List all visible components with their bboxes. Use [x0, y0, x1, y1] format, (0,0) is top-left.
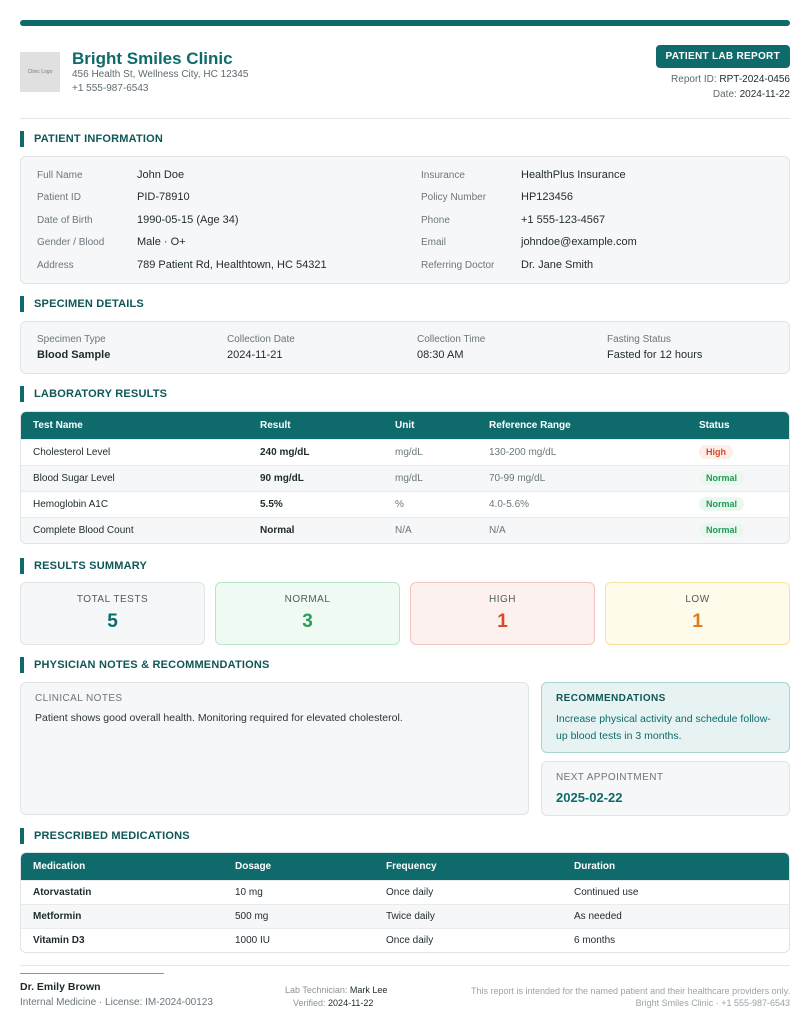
patient-field-row: [421, 169, 781, 183]
summary-normal-label: NORMAL: [284, 594, 331, 605]
patient-field-row: [37, 214, 397, 228]
clinical-notes-card: [20, 682, 529, 815]
patient-info-right: [421, 157, 781, 285]
patient-field-label: Patient ID: [37, 192, 81, 203]
patient-field-label: Full Name: [37, 170, 83, 181]
verified-date: [293, 998, 373, 1008]
status-badge: High: [699, 445, 733, 459]
section-title-patient: PATIENT INFORMATION: [20, 131, 163, 147]
report-header: [20, 44, 790, 104]
recommendations-card: [541, 682, 790, 753]
summary-low-card: [605, 582, 790, 645]
medication-dosage: 10 mg: [223, 880, 374, 904]
lab-reference-range: N/A: [477, 517, 687, 543]
patient-field-value: Male · O+: [137, 236, 186, 248]
specimen-type-value: Blood Sample: [37, 349, 111, 361]
collection-time-value: 08:30 AM: [417, 349, 464, 361]
patient-field-row: [37, 236, 397, 250]
med-col-duration: Duration: [562, 853, 789, 880]
signing-doctor: Dr. Emily Brown: [20, 981, 101, 993]
patient-field-label: Referring Doctor: [421, 260, 495, 271]
medication-dosage: 500 mg: [223, 904, 374, 928]
lab-unit: %: [383, 491, 477, 517]
patient-field-row: [37, 169, 397, 183]
section-title-specimen: SPECIMEN DETAILS: [20, 296, 144, 312]
clinic-phone: +1 555-987-6543: [72, 83, 149, 94]
table-row: [21, 928, 789, 952]
lab-col-status: Status: [687, 412, 789, 439]
medication-frequency: Once daily: [374, 880, 562, 904]
medication-duration: 6 months: [562, 928, 789, 952]
lab-col-range: Reference Range: [477, 412, 687, 439]
patient-field-label: Insurance: [421, 170, 465, 181]
lab-header-row: [21, 412, 789, 439]
patient-field-row: [421, 214, 781, 228]
summary-normal-card: [215, 582, 400, 645]
top-accent-bar: [20, 20, 790, 26]
medications-body: [21, 880, 789, 952]
specimen-type-label: Specimen Type: [37, 334, 106, 345]
lab-unit: mg/dL: [383, 439, 477, 465]
medication-dosage: 1000 IU: [223, 928, 374, 952]
lab-technician: [285, 985, 387, 995]
recommendations-text: Increase physical activity and schedule follow-up blood tests in 3 months.: [556, 713, 771, 742]
patient-info-card: [20, 156, 790, 284]
medications-table: [20, 852, 790, 953]
lab-technician-name: Mark Lee: [349, 985, 388, 995]
patient-field-label: Gender / Blood: [37, 237, 105, 248]
status-badge: Normal: [699, 497, 744, 511]
patient-field-value: PID-78910: [137, 191, 190, 203]
medication-name: Metformin: [21, 904, 223, 928]
specimen-card: [20, 321, 790, 374]
next-appointment-card: [541, 761, 790, 816]
lab-results-body: [21, 439, 789, 543]
patient-field-label: Policy Number: [421, 192, 487, 203]
patient-field-label: Phone: [421, 215, 450, 226]
status-badge: Normal: [699, 523, 744, 537]
patient-field-value: HP123456: [521, 191, 573, 203]
summary-low-label: LOW: [685, 594, 710, 605]
summary-total-value: 5: [107, 611, 118, 632]
lab-test-name: Cholesterol Level: [21, 439, 248, 465]
patient-field-label: Date of Birth: [37, 215, 93, 226]
table-row: [21, 880, 789, 904]
lab-test-name: Blood Sugar Level: [21, 465, 248, 491]
medication-name: Vitamin D3: [21, 928, 223, 952]
lab-status-cell: [687, 465, 789, 491]
verified-value: 2024-11-22: [328, 998, 374, 1008]
patient-field-value: johndoe@example.com: [521, 236, 637, 248]
next-appointment-label: NEXT APPOINTMENT: [556, 772, 664, 783]
clinical-notes-label: CLINICAL NOTES: [35, 693, 123, 704]
table-row: [21, 517, 789, 543]
report-date: [713, 89, 790, 100]
report-id: [671, 74, 790, 85]
report-date-label: Date:: [712, 89, 737, 100]
summary-high-value: 1: [497, 611, 508, 632]
footer-divider: [20, 965, 790, 966]
lab-result: 5.5%: [248, 491, 383, 517]
patient-field-value: 789 Patient Rd, Healthtown, HC 54321: [137, 259, 327, 271]
collection-time-label: Collection Time: [417, 334, 486, 345]
report-date-value: 2024-11-22: [739, 89, 790, 100]
lab-result: 240 mg/dL: [248, 439, 383, 465]
clinic-name: Bright Smiles Clinic: [72, 49, 233, 68]
medication-duration: Continued use: [562, 880, 789, 904]
patient-field-label: Address: [37, 260, 74, 271]
medication-name: Atorvastatin: [21, 880, 223, 904]
summary-total-card: [20, 582, 205, 645]
table-row: [21, 904, 789, 928]
table-row: [21, 491, 789, 517]
recommendations-label: RECOMMENDATIONS: [556, 693, 666, 704]
patient-field-row: [421, 236, 781, 250]
patient-field-value: Dr. Jane Smith: [521, 259, 594, 271]
table-row: [21, 465, 789, 491]
patient-field-row: [421, 191, 781, 205]
fasting-status-label: Fasting Status: [607, 334, 671, 345]
fasting-status-value: Fasted for 12 hours: [607, 349, 703, 361]
clinic-logo: Clinic Logo: [20, 52, 60, 92]
patient-field-value: John Doe: [137, 169, 185, 181]
report-id-label: Report ID:: [671, 74, 717, 85]
section-title-notes: PHYSICIAN NOTES & RECOMMENDATIONS: [20, 657, 270, 673]
collection-date-label: Collection Date: [227, 334, 295, 345]
lab-col-unit: Unit: [383, 412, 477, 439]
report-badge: PATIENT LAB REPORT: [656, 45, 790, 68]
med-header-row: [21, 853, 789, 880]
table-row: [21, 439, 789, 465]
med-col-frequency: Frequency: [374, 853, 562, 880]
collection-date-value: 2024-11-21: [227, 349, 283, 361]
patient-field-row: [421, 259, 781, 273]
lab-results-table: [20, 411, 790, 544]
summary-high-label: HIGH: [489, 594, 516, 605]
lab-col-result: Result: [248, 412, 383, 439]
patient-field-row: [37, 191, 397, 205]
summary-high-card: [410, 582, 595, 645]
lab-status-cell: [687, 491, 789, 517]
section-title-meds: PRESCRIBED MEDICATIONS: [20, 828, 190, 844]
clinical-notes-text: Patient shows good overall health. Monitoring required for elevated cholesterol.: [35, 712, 403, 724]
lab-test-name: Complete Blood Count: [21, 517, 248, 543]
status-badge: Normal: [699, 471, 744, 485]
next-appointment-date: 2025-02-22: [556, 790, 623, 805]
footer-contact: Bright Smiles Clinic · +1 555-987-6543: [635, 998, 790, 1008]
patient-field-label: Email: [421, 237, 447, 248]
verified-label: Verified:: [293, 998, 326, 1008]
lab-result: Normal: [248, 517, 383, 543]
lab-status-cell: [687, 439, 789, 465]
summary-low-value: 1: [692, 611, 703, 632]
med-col-name: Medication: [21, 853, 223, 880]
patient-field-row: [37, 259, 397, 273]
lab-reference-range: 130-200 mg/dL: [477, 439, 687, 465]
report-id-value: RPT-2024-0456: [719, 74, 790, 85]
lab-reference-range: 70-99 mg/dL: [477, 465, 687, 491]
lab-reference-range: 4.0-5.6%: [477, 491, 687, 517]
medication-duration: As needed: [562, 904, 789, 928]
lab-technician-label: Lab Technician:: [285, 985, 348, 995]
lab-result: 90 mg/dL: [248, 465, 383, 491]
patient-field-value: HealthPlus Insurance: [521, 169, 626, 181]
medication-frequency: Twice daily: [374, 904, 562, 928]
lab-status-cell: [687, 517, 789, 543]
clinic-address: 456 Health St, Wellness City, HC 12345: [72, 69, 249, 80]
lab-test-name: Hemoglobin A1C: [21, 491, 248, 517]
lab-unit: mg/dL: [383, 465, 477, 491]
summary-total-label: TOTAL TESTS: [76, 594, 149, 605]
section-title-lab: LABORATORY RESULTS: [20, 386, 167, 402]
patient-field-value: +1 555-123-4567: [521, 214, 606, 226]
signature-line: [20, 973, 164, 974]
medication-frequency: Once daily: [374, 928, 562, 952]
lab-unit: N/A: [383, 517, 477, 543]
section-title-summary: RESULTS SUMMARY: [20, 558, 147, 574]
header-divider: [20, 118, 790, 119]
footer-disclaimer: This report is intended for the named patient and their healthcare providers only.: [470, 986, 790, 996]
patient-field-value: 1990-05-15 (Age 34): [137, 214, 239, 226]
med-col-dosage: Dosage: [223, 853, 374, 880]
patient-info-left: [37, 157, 397, 285]
lab-col-test: Test Name: [21, 412, 248, 439]
summary-normal-value: 3: [302, 611, 313, 632]
doctor-info: Internal Medicine · License: IM-2024-00123: [20, 997, 213, 1008]
